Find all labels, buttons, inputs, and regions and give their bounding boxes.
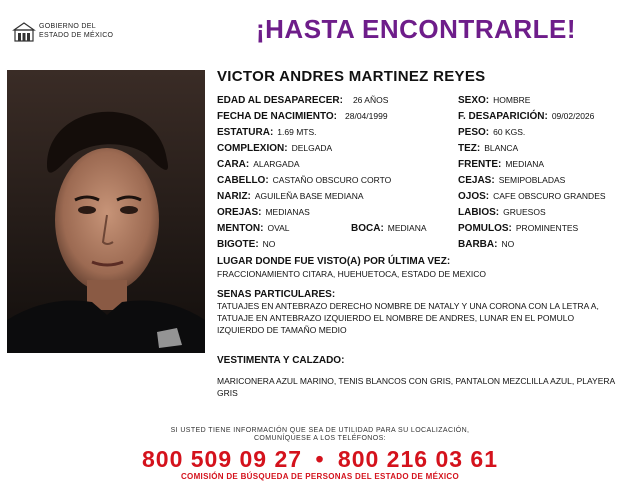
field-value: OVAL [267, 223, 290, 233]
field-label: CARA: [217, 159, 250, 170]
field-label: FECHA DE NACIMIENTO: [217, 111, 337, 122]
field-value: MEDIANA [387, 223, 427, 233]
footer-note-line1: SI USTED TIENE INFORMACIÓN QUE SEA DE UTILIDAD PARA SU LOCALIZACIÓN, [170, 427, 470, 434]
field-bigote [217, 239, 275, 250]
field-value: DELGADA [291, 143, 333, 153]
field-value: CASTAÑO OBSCURO CORTO [272, 175, 392, 185]
field-label: EDAD AL DESAPARECER: [217, 95, 343, 106]
field-value: 1.69 MTS. [277, 127, 317, 137]
marks-text: TATUAJES EN ANTEBRAZO DERECHO NOMBRE DE NATALY Y UNA CORONA CON LA LETRA A, TATUAJE EN ANTEBRAZO IZQUIERDO EL NOMBRE DE ANDRES, LUNAR EN EL POMULO IZQUIERDO DE TAMAÑO MEDIO [217, 301, 599, 335]
field-estatura [217, 127, 317, 138]
field-value: 28/04/1999 [345, 111, 388, 121]
last-seen-text: FRACCIONAMIENTO CITARA, HUEHUETOCA, ESTADO DE MEXICO [217, 269, 487, 279]
clothing-title: VESTIMENTA Y CALZADO: [217, 355, 345, 366]
field-complexion [217, 143, 332, 154]
field-value: PROMINENTES [515, 223, 579, 233]
field-label: TEZ: [458, 143, 481, 154]
field-labios [458, 207, 546, 218]
phone-number-1[interactable]: 800 509 09 27 [141, 446, 303, 472]
field-peso [458, 127, 525, 138]
field-ojos [458, 191, 606, 202]
headline: ¡HASTA ENCONTRARLE! [256, 14, 577, 44]
field-menton [217, 223, 290, 234]
field-label: CEJAS: [458, 175, 495, 186]
person-photo [7, 70, 205, 353]
field-label: LABIOS: [458, 207, 500, 218]
last-seen-title: LUGAR DONDE FUE VISTO(A) POR ÚLTIMA VEZ: [217, 256, 451, 267]
field-label: FRENTE: [458, 159, 502, 170]
marks-title: SENAS PARTICULARES: [217, 289, 336, 300]
field-fecha-desaparicion [458, 111, 594, 122]
field-tez [458, 143, 518, 154]
field-value: BLANCA [484, 143, 519, 153]
field-value: MEDIANA [505, 159, 545, 169]
field-value: MEDIANAS [265, 207, 310, 217]
commission-name: COMISIÓN DE BÚSQUEDA DE PERSONAS DEL ESTADO DE MÉXICO [180, 472, 459, 481]
clothing-text: MARICONERA AZUL MARINO, TENIS BLANCOS CON GRIS, PANTALON MEZCLILLA AZUL, PLAYERA GRIS [217, 376, 615, 398]
person-name: VICTOR ANDRES MARTINEZ REYES [217, 68, 486, 85]
field-cara [217, 159, 300, 170]
field-label: BOCA: [351, 223, 384, 234]
field-value: NO [262, 239, 276, 249]
field-frente [458, 159, 544, 170]
field-label: BIGOTE: [217, 239, 259, 250]
field-label: SEXO: [458, 95, 490, 106]
field-boca [351, 223, 427, 234]
field-label: POMULOS: [458, 223, 512, 234]
field-orejas [217, 207, 310, 218]
field-label: PESO: [458, 127, 490, 138]
field-value: 26 AÑOS [352, 95, 389, 105]
field-label: COMPLEXION: [217, 143, 288, 154]
field-value: CAFE OBSCURO GRANDES [493, 191, 606, 201]
field-cejas [458, 175, 565, 186]
field-label: MENTON: [217, 223, 264, 234]
footer-note-line2: COMUNÍQUESE A LOS TELÉFONOS: [253, 435, 387, 442]
field-value: AGUILEÑA BASE MEDIANA [254, 191, 364, 201]
field-label: OREJAS: [217, 207, 262, 218]
field-pomulos [458, 223, 578, 234]
state-emblem-icon [12, 20, 36, 44]
field-label: ESTATURA: [217, 127, 274, 138]
field-value: GRUESOS [503, 207, 546, 217]
field-value: 09/02/2026 [551, 111, 595, 121]
field-value: SEMIPOBLADAS [498, 175, 566, 185]
government-logo [12, 20, 122, 46]
field-value: 60 KGS. [493, 127, 526, 137]
field-label: OJOS: [458, 191, 490, 202]
field-edad [217, 95, 388, 106]
field-fecha-nacimiento [217, 111, 388, 122]
phone-separator: • [315, 446, 325, 472]
field-value: NO [501, 239, 515, 249]
logo-text-line2: ESTADO DE MÉXICO [39, 32, 114, 39]
phone-numbers [0, 446, 640, 473]
portrait-image [7, 70, 205, 353]
field-label: NARIZ: [217, 191, 251, 202]
field-sexo [458, 95, 530, 106]
field-barba [458, 239, 514, 250]
field-value: HOMBRE [493, 95, 531, 105]
field-label: F. DESAPARICIÓN: [458, 111, 548, 122]
field-cabello [217, 175, 391, 186]
logo-text-line1: GOBIERNO DEL [39, 23, 96, 30]
field-label: CABELLO: [217, 175, 269, 186]
field-value: ALARGADA [253, 159, 300, 169]
phone-number-2[interactable]: 800 216 03 61 [337, 446, 499, 472]
field-label: BARBA: [458, 239, 498, 250]
field-nariz [217, 191, 364, 202]
